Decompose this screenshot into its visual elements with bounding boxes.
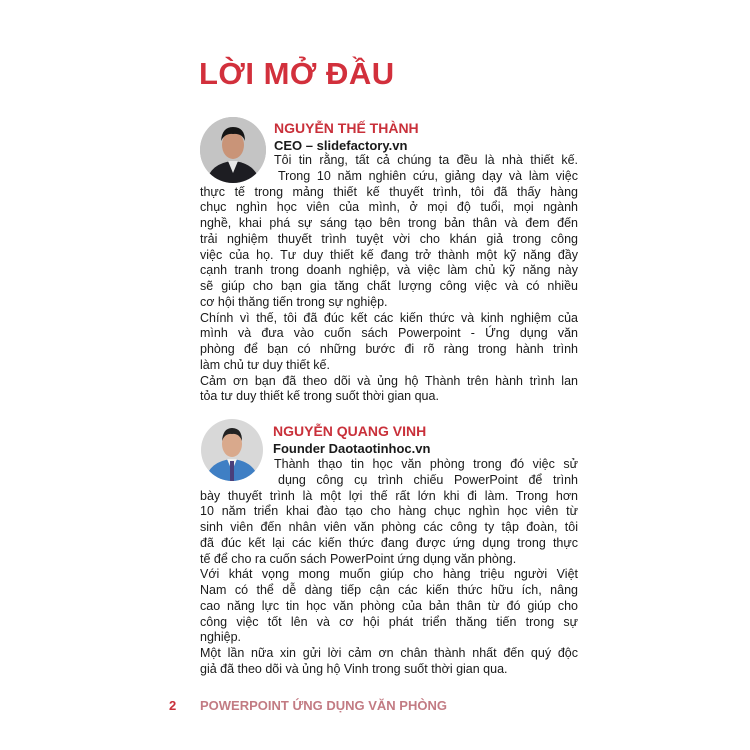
page-number: 2 [169,698,177,713]
text-line: làm chủ tư duy thiết kế. [200,357,330,372]
text-line: Chính vì thế, tôi đã đúc kết các kiến thức và kinh nghiệm của [200,310,578,325]
text-line: dụng công cụ trình chiếu PowerPoint để trình [278,472,578,487]
running-footer-title: POWERPOINT ỨNG DỤNG VĂN PHÒNG [200,698,447,713]
text-line: Với khát vọng mong muốn giúp cho hàng triệu người Việt [200,567,578,582]
text-line: công việc tốt lên và cơ hội phát triển thăng tiến trong sự [200,614,578,629]
text-line: Một lần nữa xin gửi lời cảm ơn chân thành nhất đến quý độc [200,646,578,660]
text-line: Thành thạo tin học văn phòng trong đó việc sử [274,457,578,471]
text-line: phòng để bạn có những bước đi rõ ràng trong hành trình [200,342,578,356]
text-line: Trong 10 năm nghiên cứu, giảng dạy và làm việc [278,168,578,183]
text-line: tế để cho ra cuốn sách PowerPoint ứng dụng văn phòng. [200,551,517,566]
text-line: cao năng lực tin học văn phòng của bản thân từ đó giúp cho [200,598,578,613]
author-role: CEO – slidefactory.vn [274,138,408,153]
text-line: thực tế trong mảng thiết kế thuyết trình, tôi đã thấy hàng [200,184,578,199]
author-intro-text [200,153,578,405]
text-line: bày thuyết trình là một lợi thế rất lớn khi đi làm. Trong hơn [200,488,578,503]
text-line: sinh viên đến nhân viên văn phòng các công ty tập đoàn, tôi [200,520,578,534]
text-line: Tôi tin rằng, tất cả chúng ta đều là nhà thiết kế. [274,153,578,167]
text-line: 10 năm triển khai đào tạo cho hàng chục nghìn học viên từ [200,504,578,519]
text-line: trải nghiệm thuyết trình tuyệt vời cho khán giả trong công [200,231,578,246]
page-title: LỜI MỞ ĐẦU [199,56,395,91]
text-line: chục nghìn học viên của mình, ở mọi độ tuổi, mọi ngành [200,200,578,215]
text-line: tỏa tư duy thiết kế trong suốt thời gian qua. [200,389,439,404]
text-line: sẽ giúp cho bạn gia tăng chất lượng công việc và có nhiều [200,279,578,293]
text-line: cạnh tranh trong doanh nghiệp, và việc làm chủ kỹ năng này [200,263,578,278]
text-line: cơ hội thăng tiến trong sự nghiệp. [200,294,388,309]
author-role: Founder Daotaotinhoc.vn [273,441,431,456]
author-name: NGUYỄN THẾ THÀNH [274,120,419,136]
text-line: nghề, khai phá sự sáng tạo bên trong bản thân và đem đến [200,216,578,230]
text-line: Cảm ơn bạn đã theo dõi và ủng hộ Thành trên hành trình lan [200,373,578,388]
text-line: giả đã theo dõi và ủng hộ Vinh trong suốt thời gian qua. [200,661,508,676]
text-line: đã đúc kết lại các kiến thức đang được ứng dụng trong thực [200,535,578,550]
author-name: NGUYỄN QUANG VINH [273,423,427,439]
text-line: mình và đưa vào cuốn sách Powerpoint - Ứng dụng văn [200,326,578,341]
text-line: việc của họ. Tư duy thiết kế đang trở thành một kỹ năng đầy [200,247,578,262]
author-intro-text [200,457,578,678]
text-line: Nam có thể dễ dàng tiếp cận các kiến thức hữu ích, nâng [200,583,578,597]
text-line: nghiệp. [200,630,242,645]
